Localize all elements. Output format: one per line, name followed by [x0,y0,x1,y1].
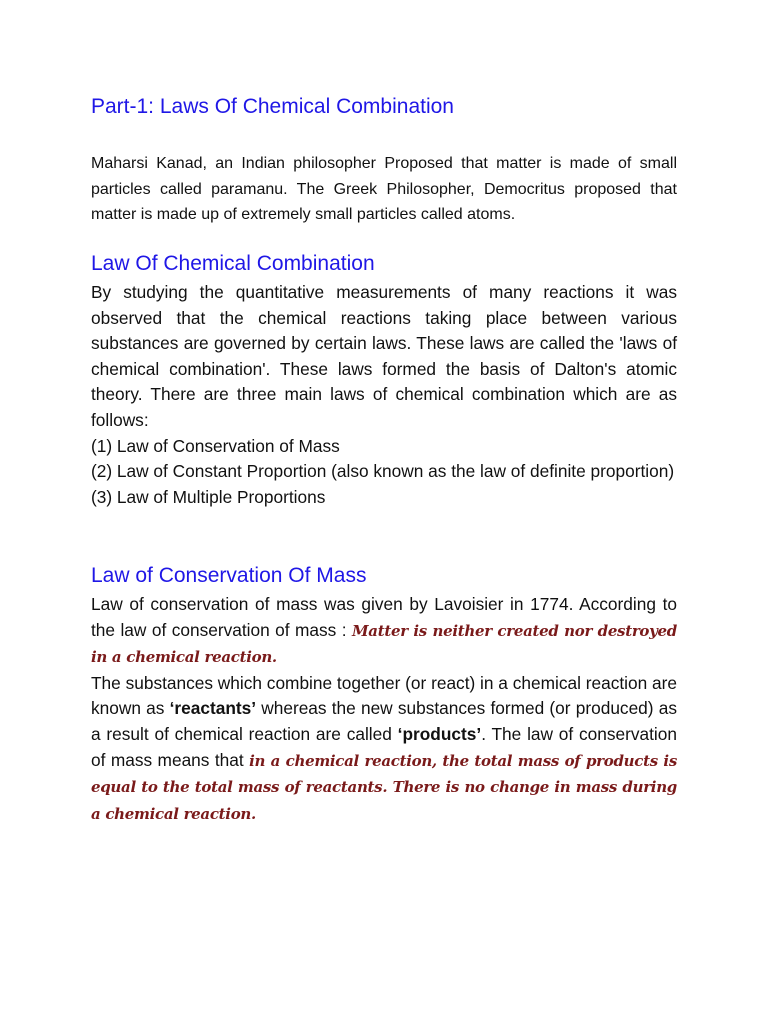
part-title: Part-1: Laws Of Chemical Combination [91,95,454,118]
law-of-chemical-combination-section [91,280,677,510]
law-meaning-text: . The law of conservation of mass means that [91,723,677,770]
heading-law-of-chemical-combination: Law Of Chemical Combination [91,252,375,275]
products-sentence-text: whereas the new substances formed (or produced) as a result of chemical reaction are called [91,698,677,744]
conservation-paragraph-1 [91,592,677,671]
conservation-paragraph-2 [91,671,677,828]
law-item-1: (1) Law of Conservation of Mass [91,435,340,456]
chemical-combination-paragraph: By studying the quantitative measurements of many reactions it was observed that the chemical reactions taking place between various substances are governed by certain laws. These laws are called the 'laws of chemical combination'. These laws formed the basis of Dalton's atomic theory. There are three main laws of chemical combination which are as follows: [91,282,677,430]
law-meaning-quote: in a chemical reaction, the total mass of products is equal to the total mass of reactants. There is no change in mass during a chemical reaction. [91,751,677,823]
laws-list [91,434,677,511]
products-term: ‘products’ [397,723,482,744]
heading-law-of-conservation-of-mass: Law of Conservation Of Mass [91,564,367,587]
intro-paragraph: Maharsi Kanad, an Indian philosopher Proposed that matter is made of small particles called paramanu. The Greek Philosopher, Democritus proposed that matter is made up of extremely small particles called atoms. [91,155,677,223]
law-item-2: (2) Law of Constant Proportion (also known as the law of definite proportion) [91,461,675,482]
law-of-conservation-of-mass-section [91,592,677,827]
reactants-term: ‘reactants’ [169,698,257,719]
reactants-sentence-text: The substances which combine together (or react) in a chemical reaction are known as [91,672,677,719]
conservation-intro-text: Law of conservation of mass was given by Lavoisier in 1774. According to the law of conservation of mass : [91,594,677,640]
conservation-definition-quote: Matter is neither created nor destroyed in a chemical reaction. [91,621,677,667]
law-item-3: (3) Law of Multiple Proportions [91,486,326,507]
